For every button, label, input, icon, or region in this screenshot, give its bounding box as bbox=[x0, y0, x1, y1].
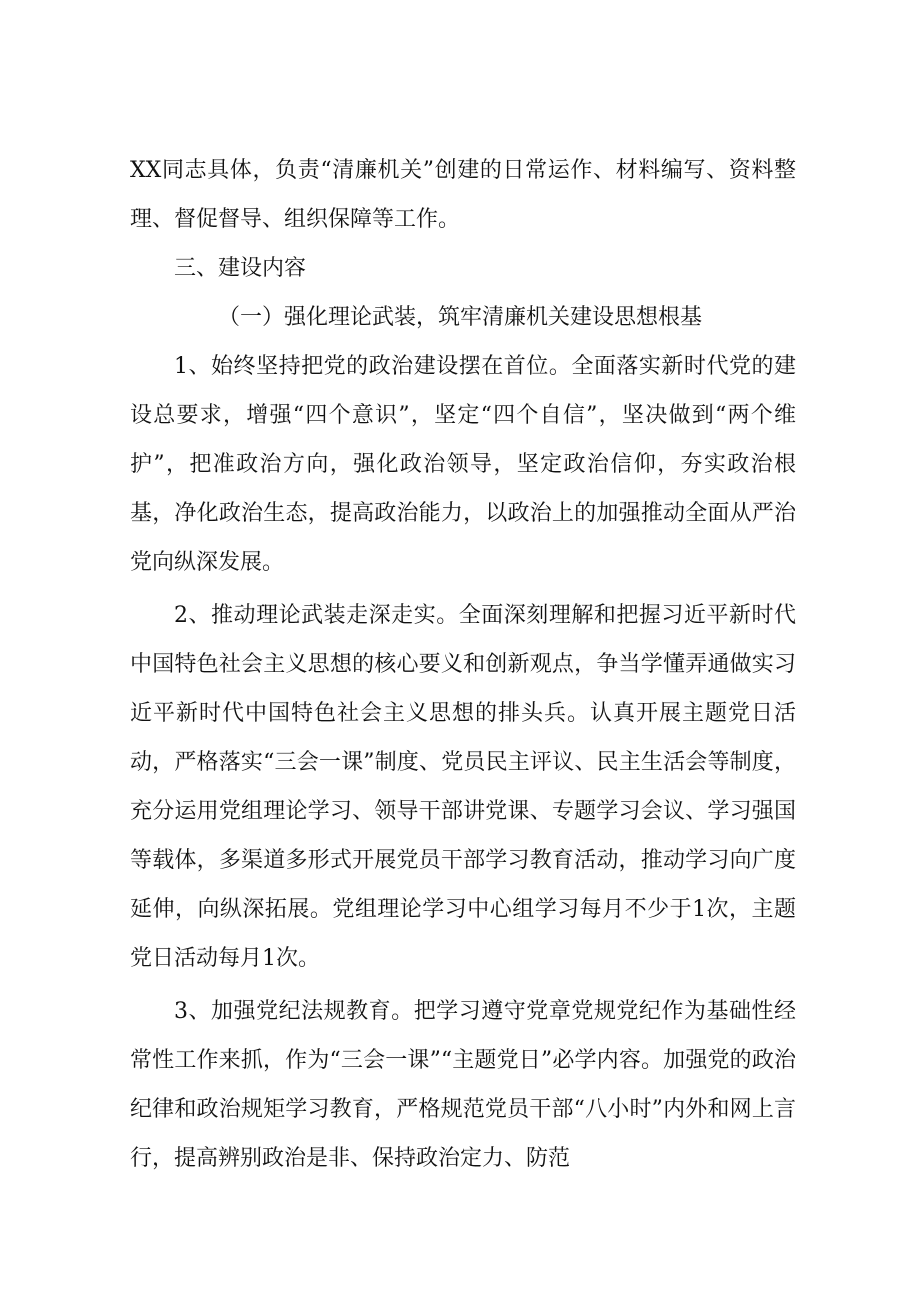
paragraph-item-3: 3、加强党纪法规教育。把学习遵守党章党规党纪作为基础性经常性工作来抓，作为“三会一课”“主题党日”必学内容。加强党的政治纪律和政治规矩学习教育，严格规范党员干部“八小时”内外和网上言行，提高辨别政治是非、保持政治定力、防范 bbox=[130, 999, 796, 1171]
sub-heading-theory-armament: （一）强化理论武装，筑牢清廉机关建设思想根基 bbox=[218, 305, 703, 330]
document-body bbox=[130, 146, 796, 1183]
section-heading-construction-content: 三、建设内容 bbox=[174, 256, 307, 281]
paragraph-item-1: 1、始终坚持把党的政治建设摆在首位。全面落实新时代党的建设总要求，增强“四个意识”，坚定“四个自信”，坚决做到“两个维护”，把准政治方向，强化政治领导，坚定政治信仰，夯实政治根基，净化政治生态，提高政治能力，以政治上的加强推动全面从严治党向纵深发展。 bbox=[130, 354, 796, 575]
paragraph-responsibility: XX同志具体，负责“清廉机关”创建的日常运作、材料编写、资料整理、督促督导、组织保障等工作。 bbox=[130, 158, 796, 232]
paragraph-item-2: 2、推动理论武装走深走实。全面深刻理解和把握习近平新时代中国特色社会主义思想的核心要义和创新观点，争当学懂弄通做实习近平新时代中国特色社会主义思想的排头兵。认真开展主题党日活动，严格落实“三会一课”制度、党员民主评议、民主生活会等制度，充分运用党组理论学习、领导干部讲党课、专题学习会议、学习强国等载体，多渠道多形式开展党员干部学习教育活动，推动学习向广度延伸，向纵深拓展。党组理论学习中心组学习每月不少于1次，主题党日活动每月1次。 bbox=[130, 603, 796, 971]
